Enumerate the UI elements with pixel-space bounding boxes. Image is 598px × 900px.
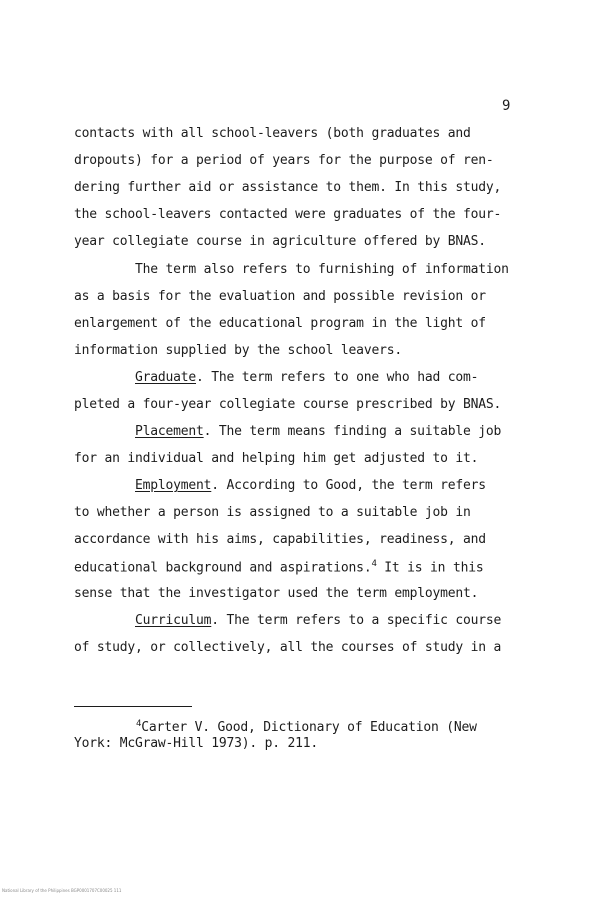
term-employment: Employment xyxy=(135,478,212,493)
definition-text: . According to Good, the term refers xyxy=(211,478,486,493)
text-line: of study, or collectively, all the courses of study in a xyxy=(74,640,502,655)
definition-text: . The term means finding a suitable job xyxy=(203,424,502,439)
definition-placement xyxy=(135,424,501,439)
text-line: information supplied by the school leavers. xyxy=(74,343,402,358)
definition-text: . The term refers to one who had com- xyxy=(196,370,479,385)
footnote-line: York: McGraw-Hill 1973). p. 211. xyxy=(74,736,319,751)
footnote-text: Carter V. Good, Dictionary of Education (New xyxy=(141,720,477,735)
text-line: The term also refers to furnishing of information xyxy=(135,262,509,277)
definition-graduate xyxy=(135,370,478,385)
text-line: as a basis for the evaluation and possible revision or xyxy=(74,289,486,304)
footnote-line xyxy=(136,720,477,735)
footnote-marker: 4 xyxy=(136,719,142,729)
footnote-reference: 4 xyxy=(371,559,377,569)
definition-curriculum xyxy=(135,613,501,628)
text-segment: educational background and aspirations. xyxy=(74,560,372,576)
text-line: enlargement of the educational program in the light of xyxy=(74,316,486,331)
text-line xyxy=(74,559,483,575)
term-placement: Placement xyxy=(135,424,204,439)
text-line: accordance with his aims, capabilities, readiness, and xyxy=(74,532,486,547)
text-line: dering further aid or assistance to them. In this study, xyxy=(74,180,502,195)
term-curriculum: Curriculum xyxy=(135,613,212,628)
footnote-divider xyxy=(74,706,192,707)
text-line: to whether a person is assigned to a suitable job in xyxy=(74,505,471,520)
text-line: pleted a four-year collegiate course prescribed by BNAS. xyxy=(74,397,502,412)
term-graduate: Graduate xyxy=(135,370,197,385)
library-stamp: National Library of the Philippines BGP0001707C00025 111 xyxy=(2,888,122,893)
text-line: sense that the investigator used the term employment. xyxy=(74,586,479,601)
text-line: for an individual and helping him get adjusted to it. xyxy=(74,451,479,466)
text-line: contacts with all school-leavers (both graduates and xyxy=(74,126,471,141)
page-number: 9 xyxy=(502,98,511,114)
text-line: year collegiate course in agriculture offered by BNAS. xyxy=(74,234,486,249)
text-line: the school-leavers contacted were graduates of the four- xyxy=(74,207,502,222)
text-line: dropouts) for a period of years for the purpose of ren- xyxy=(74,153,494,168)
definition-employment xyxy=(135,478,486,493)
definition-text: . The term refers to a specific course xyxy=(211,613,502,628)
text-segment: It is in this xyxy=(376,560,484,576)
